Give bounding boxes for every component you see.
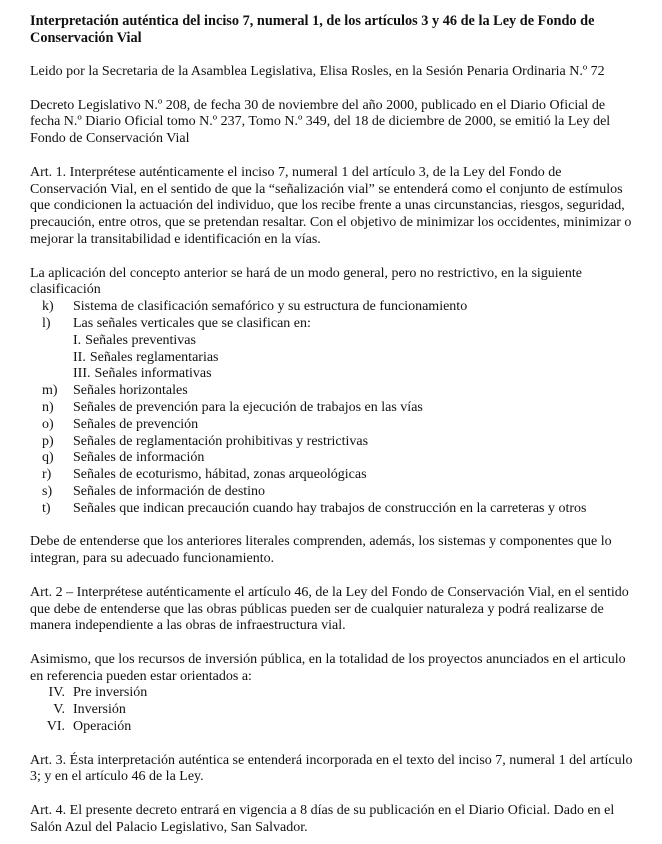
list-item: V. Inversión xyxy=(53,702,126,718)
list-item: VI. Operación xyxy=(46,719,132,735)
list-item: q) Señales de información xyxy=(42,450,205,466)
vertical-signs-sublist xyxy=(30,333,638,383)
list-item: r) Señales de ecoturismo, hábitad, zonas arqueológicas xyxy=(42,467,367,483)
article-1: Art. 1. Interprétese auténticamente el inciso 7, numeral 1 del artículo 3, de la Ley del Fondo de Conservación Vial, en el sentido de que la “señalización vial” se entenderá como el conjunto de estímulos que condicionen la actuación del individuo, que los recibe frente a unas circunstancias, riesgos, seguridad, precaución, entre otros, que se pretendan resaltar. Con el objetivo de minimizar los occidentes, minimizar o mejorar la transitabilidad e identificación en la vías. xyxy=(30,164,632,247)
decree-paragraph: Decreto Legislativo N.º 208, de fecha 30 de noviembre del año 2000, publicado en el Diario Oficial de fecha N.º Diario Oficial tomo N.º 237, Tomo N.º 349, del 18 de diciembre de 2000, se emitió la Ley del Fondo de Conservación Vial xyxy=(30,97,611,147)
list-item: k) Sistema de clasificación semafórico y su estructura de funcionamiento xyxy=(42,299,468,315)
list-item: I. Señales preventivas xyxy=(73,332,196,348)
list-item: IV. Pre inversión xyxy=(48,685,148,701)
list-item: s) Señales de información de destino xyxy=(42,483,266,499)
investment-intro: Asimismo, que los recursos de inversión pública, en la totalidad de los proyectos anunciados en el articulo en referencia pueden estar orientados a: xyxy=(30,651,626,684)
note-paragraph: Debe de entenderse que los anteriores literales comprenden, además, los sistemas y componentes que lo integran, para su adecuado funcionamiento. xyxy=(30,534,612,567)
document-title: Interpretación auténtica del inciso 7, numeral 1, de los artículos 3 y 46 de la Ley de Fondo de Conservación Vial xyxy=(30,13,595,46)
list-item: n) Señales de prevención para la ejecución de trabajos en las vías xyxy=(42,399,423,415)
investment-list xyxy=(30,685,638,735)
classification-list xyxy=(30,299,638,517)
list-item: m) Señales horizontales xyxy=(42,383,188,399)
application-intro: La aplicación del concepto anterior se hará de un modo general, pero no restrictivo, en la siguiente clasificación xyxy=(30,265,583,298)
list-item: l) Las señales verticales que se clasifican en: xyxy=(42,315,311,331)
list-item: II. Señales reglamentarias xyxy=(73,349,219,365)
article-2: Art. 2 – Interprétese auténticamente el artículo 46, de la Ley del Fondo de Conservación Vial, en el sentido que debe de entenderse que las obras públicas pueden ser de cualquier naturaleza y podrá realizarse de manera independiente a las obras de infraestructura vial. xyxy=(30,584,629,634)
list-item: p) Señales de reglamentación prohibitivas y restrictivas xyxy=(42,433,369,449)
list-item: III. Señales informativas xyxy=(73,366,212,382)
list-item: o) Señales de prevención xyxy=(42,416,199,432)
list-item: t) Señales que indican precaución cuando hay trabajos de construcción en la carreteras y otros xyxy=(42,500,587,516)
article-4: Art. 4. El presente decreto entrará en vigencia a 8 días de su publicación en el Diario Oficial. Dado en el Salón Azul del Palacio Legislativo, San Salvador. xyxy=(30,803,615,835)
article-3: Art. 3. Ésta interpretación auténtica se entenderá incorporada en el texto del inciso 7, numeral 1 del artículo 3; y en el artículo 46 de la Ley. xyxy=(30,752,633,785)
read-by-paragraph: Leido por la Secretaria de la Asamblea Legislativa, Elisa Rosles, en la Sesión Penaria Ordinaria N.º 72 xyxy=(30,64,605,79)
